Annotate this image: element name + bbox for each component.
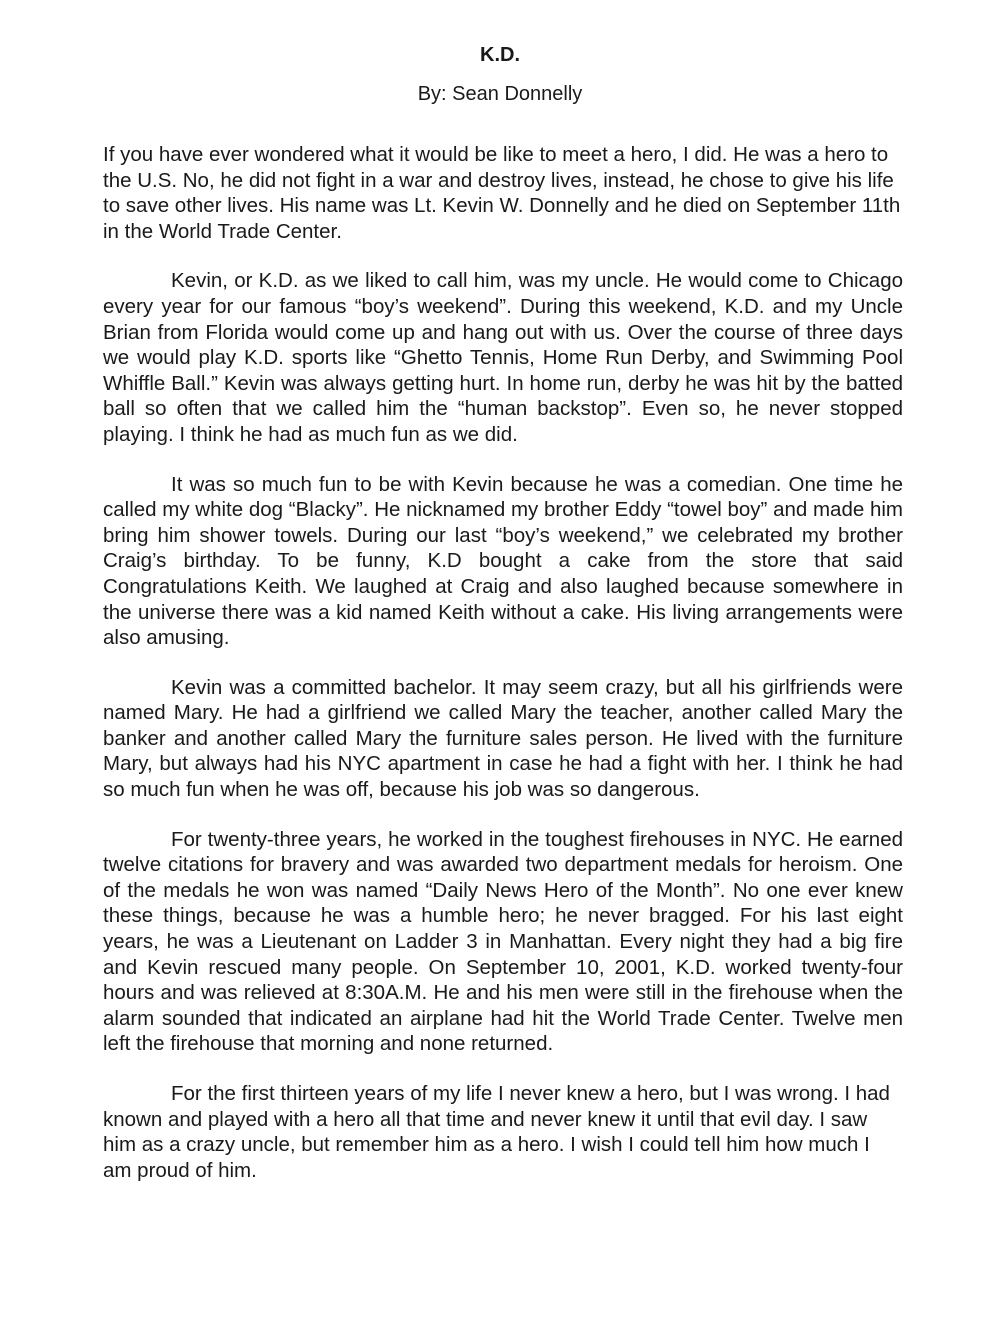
essay-body — [103, 142, 903, 1207]
byline: By: Sean Donnelly — [417, 83, 583, 105]
paragraph-1: If you have ever wondered what it would be like to meet a hero, I did. He was a hero to the U.S. No, he did not fight in a war and destroy lives, instead, he chose to give his life to save other lives. His name was Lt. Kevin W. Donnelly and he died on September 11th in the World Trade Center. — [103, 143, 901, 243]
paragraph-5: For twenty-three years, he worked in the toughest firehouses in NYC. He earned twelve citations for bravery and was awarded two department medals for heroism. One of the medals he won was named “Daily News Hero of the Month”. No one ever knew these things, because he was a humble hero; he never bragged. For his last eight years, he was a Lieutenant on Ladder 3 in Manhattan. Every night they had a big fire and Kevin rescued many people. On September 10, 2001, K.D. worked twenty-four hours and was relieved at 8:30A.M. He and his men were still in the firehouse when the alarm sounded that indicated an airplane had hit the World Trade Center. Twelve men left the firehouse that morning and none returned. — [103, 827, 903, 1056]
paragraph-3: It was so much fun to be with Kevin because he was a comedian. One time he called my white dog “Blacky”. He nicknamed my brother Eddy “towel boy” and made him bring him shower towels. During our last “boy’s weekend,” we celebrated my brother Craig’s birthday. To be funny, K.D bought a cake from the store that said Congratulations Keith. We laughed at Craig and also laughed because somewhere in the universe there was a kid named Keith without a cake. His living arrangements were also amusing. — [103, 472, 903, 650]
paragraph-2: Kevin, or K.D. as we liked to call him, was my uncle. He would come to Chicago every year for our famous “boy’s weekend”. During this weekend, K.D. and my Uncle Brian from Florida would come up and hang out with us. Over the course of three days we would play K.D. sports like “Ghetto Tennis, Home Run Derby, and Swimming Pool Whiffle Ball.” Kevin was always getting hurt. In home run, derby he was hit by the batted ball so often that we called him the “human backstop”. Even so, he never stopped playing. I think he had as much fun as we did. — [103, 269, 903, 446]
paragraph-6: For the first thirteen years of my life I never knew a hero, but I was wrong. I had known and played with a hero all that time and never knew it until that evil day. I saw him as a crazy uncle, but remember him as a hero. I wish I could tell him how much I am proud of him. — [103, 1082, 890, 1182]
paragraph-4: Kevin was a committed bachelor. It may seem crazy, but all his girlfriends were named Mary. He had a girlfriend we called Mary the teacher, another called Mary the banker and another called Mary the furniture sales person. He lived with the furniture Mary, but always had his NYC apartment in case he had a fight with her. I think he had so much fun when he was off, because his job was so dangerous. — [103, 675, 903, 802]
document-title: K.D. — [480, 44, 520, 66]
